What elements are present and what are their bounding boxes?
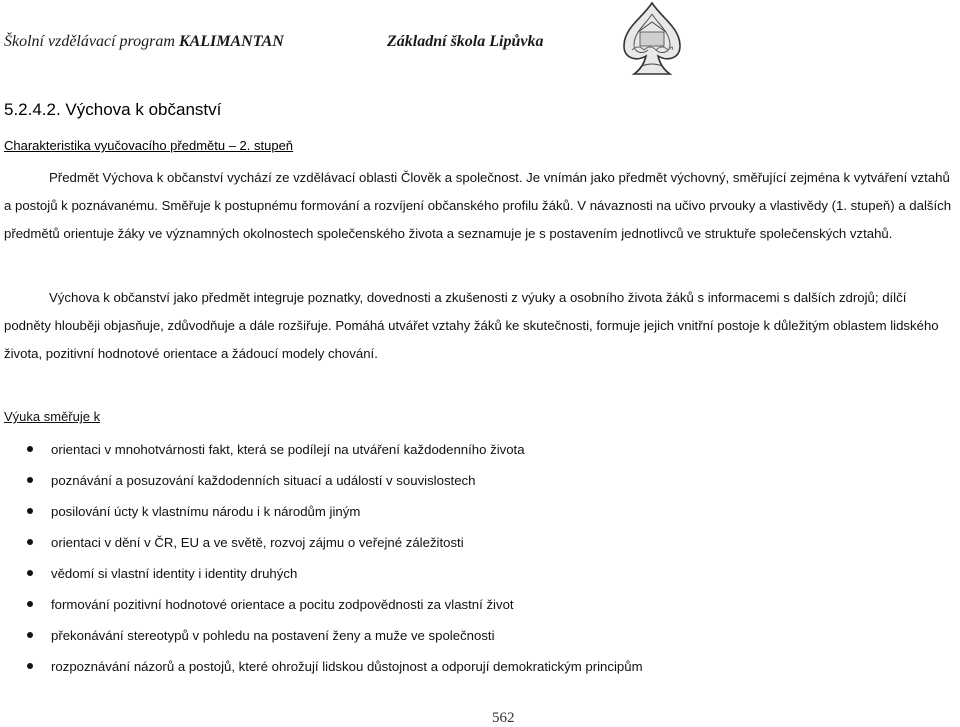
bullet-icon <box>27 601 33 607</box>
header-program-bold: KALIMANTAN <box>178 33 284 50</box>
paragraph-2-text: Výchova k občanství jako předmět integruje poznatky, dovednosti a zkušenosti z výuky a osobního života žáků s informacemi s dalších zdrojů; dílčí podněty hlouběji objasňuje, zdůvodňuje a dále rozšiřuje. Pomáhá utvářet vztahy žáků ke skutečnosti, formuje jejich vnitřní postoje k důležitým oblastem lidského života, pozitivní hodnotové orientace a žádoucí modely chování. <box>4 290 939 361</box>
paragraph-1 <box>4 164 956 248</box>
bullet-icon <box>27 446 33 452</box>
bullet-icon <box>27 477 33 483</box>
bullet-icon <box>27 663 33 669</box>
paragraph-2 <box>4 284 956 368</box>
goals-list <box>0 434 960 682</box>
section-title: 5.2.4.2. Výchova k občanství <box>4 100 222 119</box>
bullet-icon <box>27 508 33 514</box>
bullet-icon <box>27 539 33 545</box>
list-item-text: překonávání stereotypů v pohledu na postavení ženy a muže ve společnosti <box>51 628 495 643</box>
paragraph-1-text: Předmět Výchova k občanství vychází ze vzdělávací oblasti Člověk a společnost. Je vnímán jako předmět výchovný, směřující zejména k vytváření vztahů a postojů k poznávanému. Směřuje k postupnému formování a rozvíjení občanského profilu žáků. V návaznosti na učivo prvouky a vlastivědy (1. stupeň) a dalších předmětů orientuje žáky ve významných okolnostech společenského života a seznamuje je s postavením jednotlivců ve struktuře společenských vztahů. <box>4 170 952 241</box>
school-logo-icon <box>612 0 692 80</box>
header-school-name: Základní škola Lipůvka <box>387 33 544 50</box>
bullet-icon <box>27 570 33 576</box>
list-item <box>0 434 960 465</box>
section-subtitle: Charakteristika vyučovacího předmětu – 2. stupeň <box>4 138 294 153</box>
list-item <box>0 589 960 620</box>
list-item-text: vědomí si vlastní identity i identity druhých <box>51 566 298 581</box>
bullet-icon <box>27 632 33 638</box>
list-heading: Výuka směřuje k <box>4 409 101 424</box>
list-item-text: poznávání a posuzování každodenních situací a událostí v souvislostech <box>51 473 476 488</box>
list-item <box>0 620 960 651</box>
list-item-text: posilování úcty k vlastnímu národu i k národům jiným <box>51 504 361 519</box>
list-item-text: formování pozitivní hodnotové orientace a pocitu zodpovědnosti za vlastní život <box>51 597 514 612</box>
list-item <box>0 527 960 558</box>
header-program-name <box>4 33 284 51</box>
list-item <box>0 465 960 496</box>
list-item-text: orientaci v mnohotvárnosti fakt, která se podílejí na utváření každodenního života <box>51 442 525 457</box>
header-program-prefix: Školní vzdělávací program <box>4 33 179 50</box>
list-item <box>0 651 960 682</box>
list-item-text: rozpoznávání názorů a postojů, které ohrožují lidskou důstojnost a odporují demokratickým principům <box>51 659 643 674</box>
page-number: 562 <box>492 710 515 726</box>
list-item-text: orientaci v dění v ČR, EU a ve světě, rozvoj zájmu o veřejné záležitosti <box>51 535 464 550</box>
list-item <box>0 558 960 589</box>
list-item <box>0 496 960 527</box>
